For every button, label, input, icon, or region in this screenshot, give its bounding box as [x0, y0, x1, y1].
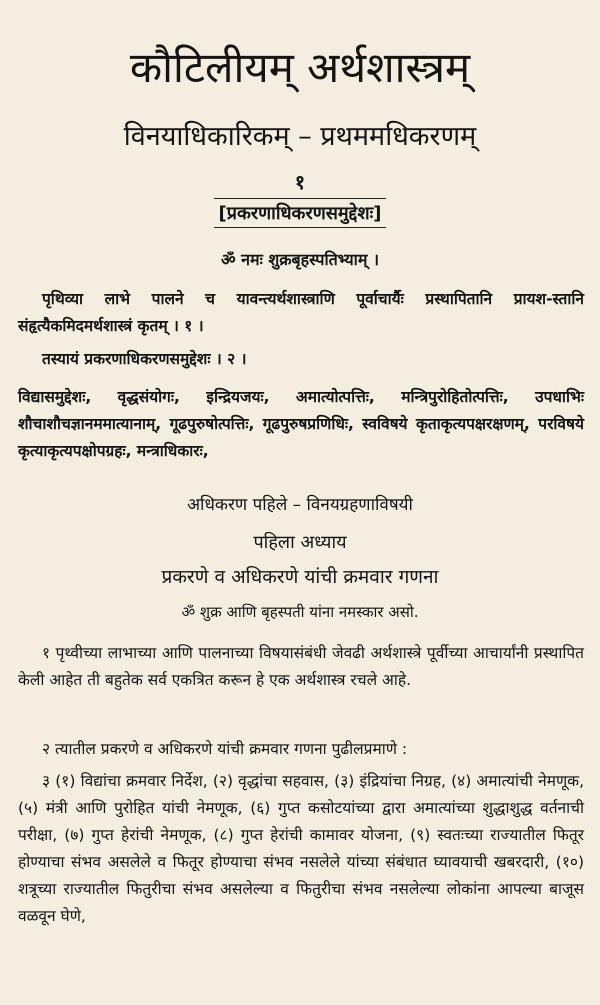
marathi-invocation: ॐ शुक्र आणि बृहस्पती यांना नमस्कार असो. — [181, 603, 419, 621]
marathi-section-title: अधिकरण पहिले – विनयग्रहणाविषयी — [187, 495, 413, 515]
marathi-paragraph-3: ३ (१) विद्यांचा क्रमवार निर्देश, (२) वृद्धांचा सहवास, (३) इंद्रियांचा निग्रह, (४) अमात्यांची नेमणूक, (५) मंत्री आणि पुरोहित यांची नेमणूक, (६) गुप्त कसोटयांच्या द्वारा अमात्यांच्या शुद्धाशुद्ध वर्तनाची परीक्षा, (७) गुप्त हेरांची नेमणूक, (८) गुप्त हेरांची कामावर योजना, (९) स्वतःच्या राज्यातील फितूर होण्याचा संभव असलेले व फितूर होण्याचा संभव नसलेले यांच्या संबंधात घ्यावयाची खबरदारी, (१०) शत्रूच्या राज्यातील फितुरीचा संभव असलेल्या व फितुरीचा संभव नसलेल्या लोकांना आपल्या बाजूस वळवून घेणे, — [18, 772, 584, 925]
book-subtitle: विनयाधिकारिकम् – प्रथममधिकरणम् — [123, 121, 477, 152]
marathi-chapter: पहिला अध्याय — [253, 532, 347, 553]
marathi-chapter-title: प्रकरणे व अधिकरणे यांची क्रमवार गणना — [161, 566, 439, 588]
book-title: कौटिलीयम् अर्थशास्त्रम् — [129, 43, 471, 92]
section-heading-text: [प्रकरणाधिकरणसमुद्देशः] — [214, 198, 385, 228]
sanskrit-invocation: ॐ नमः शुक्रबृहस्पतिभ्याम् । — [220, 250, 380, 269]
section-heading — [0, 198, 600, 228]
sanskrit-verse-1: पृथिव्या लाभे पालने च यावन्त्यर्थशास्त्राणि पूर्वाचार्यैः प्रस्थापितानि प्रायश-स्तानि संहृत्यैकमिदमर्थशास्त्रं कृतम् । १ । — [18, 290, 584, 335]
sanskrit-verse-3: विद्यासमुद्देशः, वृद्धसंयोगः, इन्द्रियजयः, अमात्योत्पत्तिः, मन्त्रिपुरोहितोत्पत्तिः, उपधाभिः शौचाशौचज्ञानममात्यानाम्, गूढपुरुषोत्पत्तिः, गूढपुरुषप्रणिधिः, स्वविषये कृताकृत्यपक्षरक्षणम्, परविषये कृत्याकृत्यपक्षोपग्रहः, मन्त्राधिकारः, — [18, 388, 584, 460]
marathi-paragraph-1: १ पृथ्वीच्या लाभाच्या आणि पालनाच्या विषयासंबंधी जेवढी अर्थशास्त्रे पूर्वीच्या आचार्यांनी प्रस्थापित केली आहेत ती बहुतेक सर्व एकत्रित करून हे एक अर्थशास्त्र रचले आहे. — [18, 644, 584, 689]
sanskrit-verse-2: तस्यायं प्रकरणाधिकरणसमुद्देशः । २ । — [42, 350, 247, 368]
marathi-paragraph-2: २ त्यातील प्रकरणे व अधिकरणे यांची क्रमवार गणना पुढीलप्रमाणे : — [42, 740, 408, 758]
section-number: १ — [294, 170, 306, 194]
